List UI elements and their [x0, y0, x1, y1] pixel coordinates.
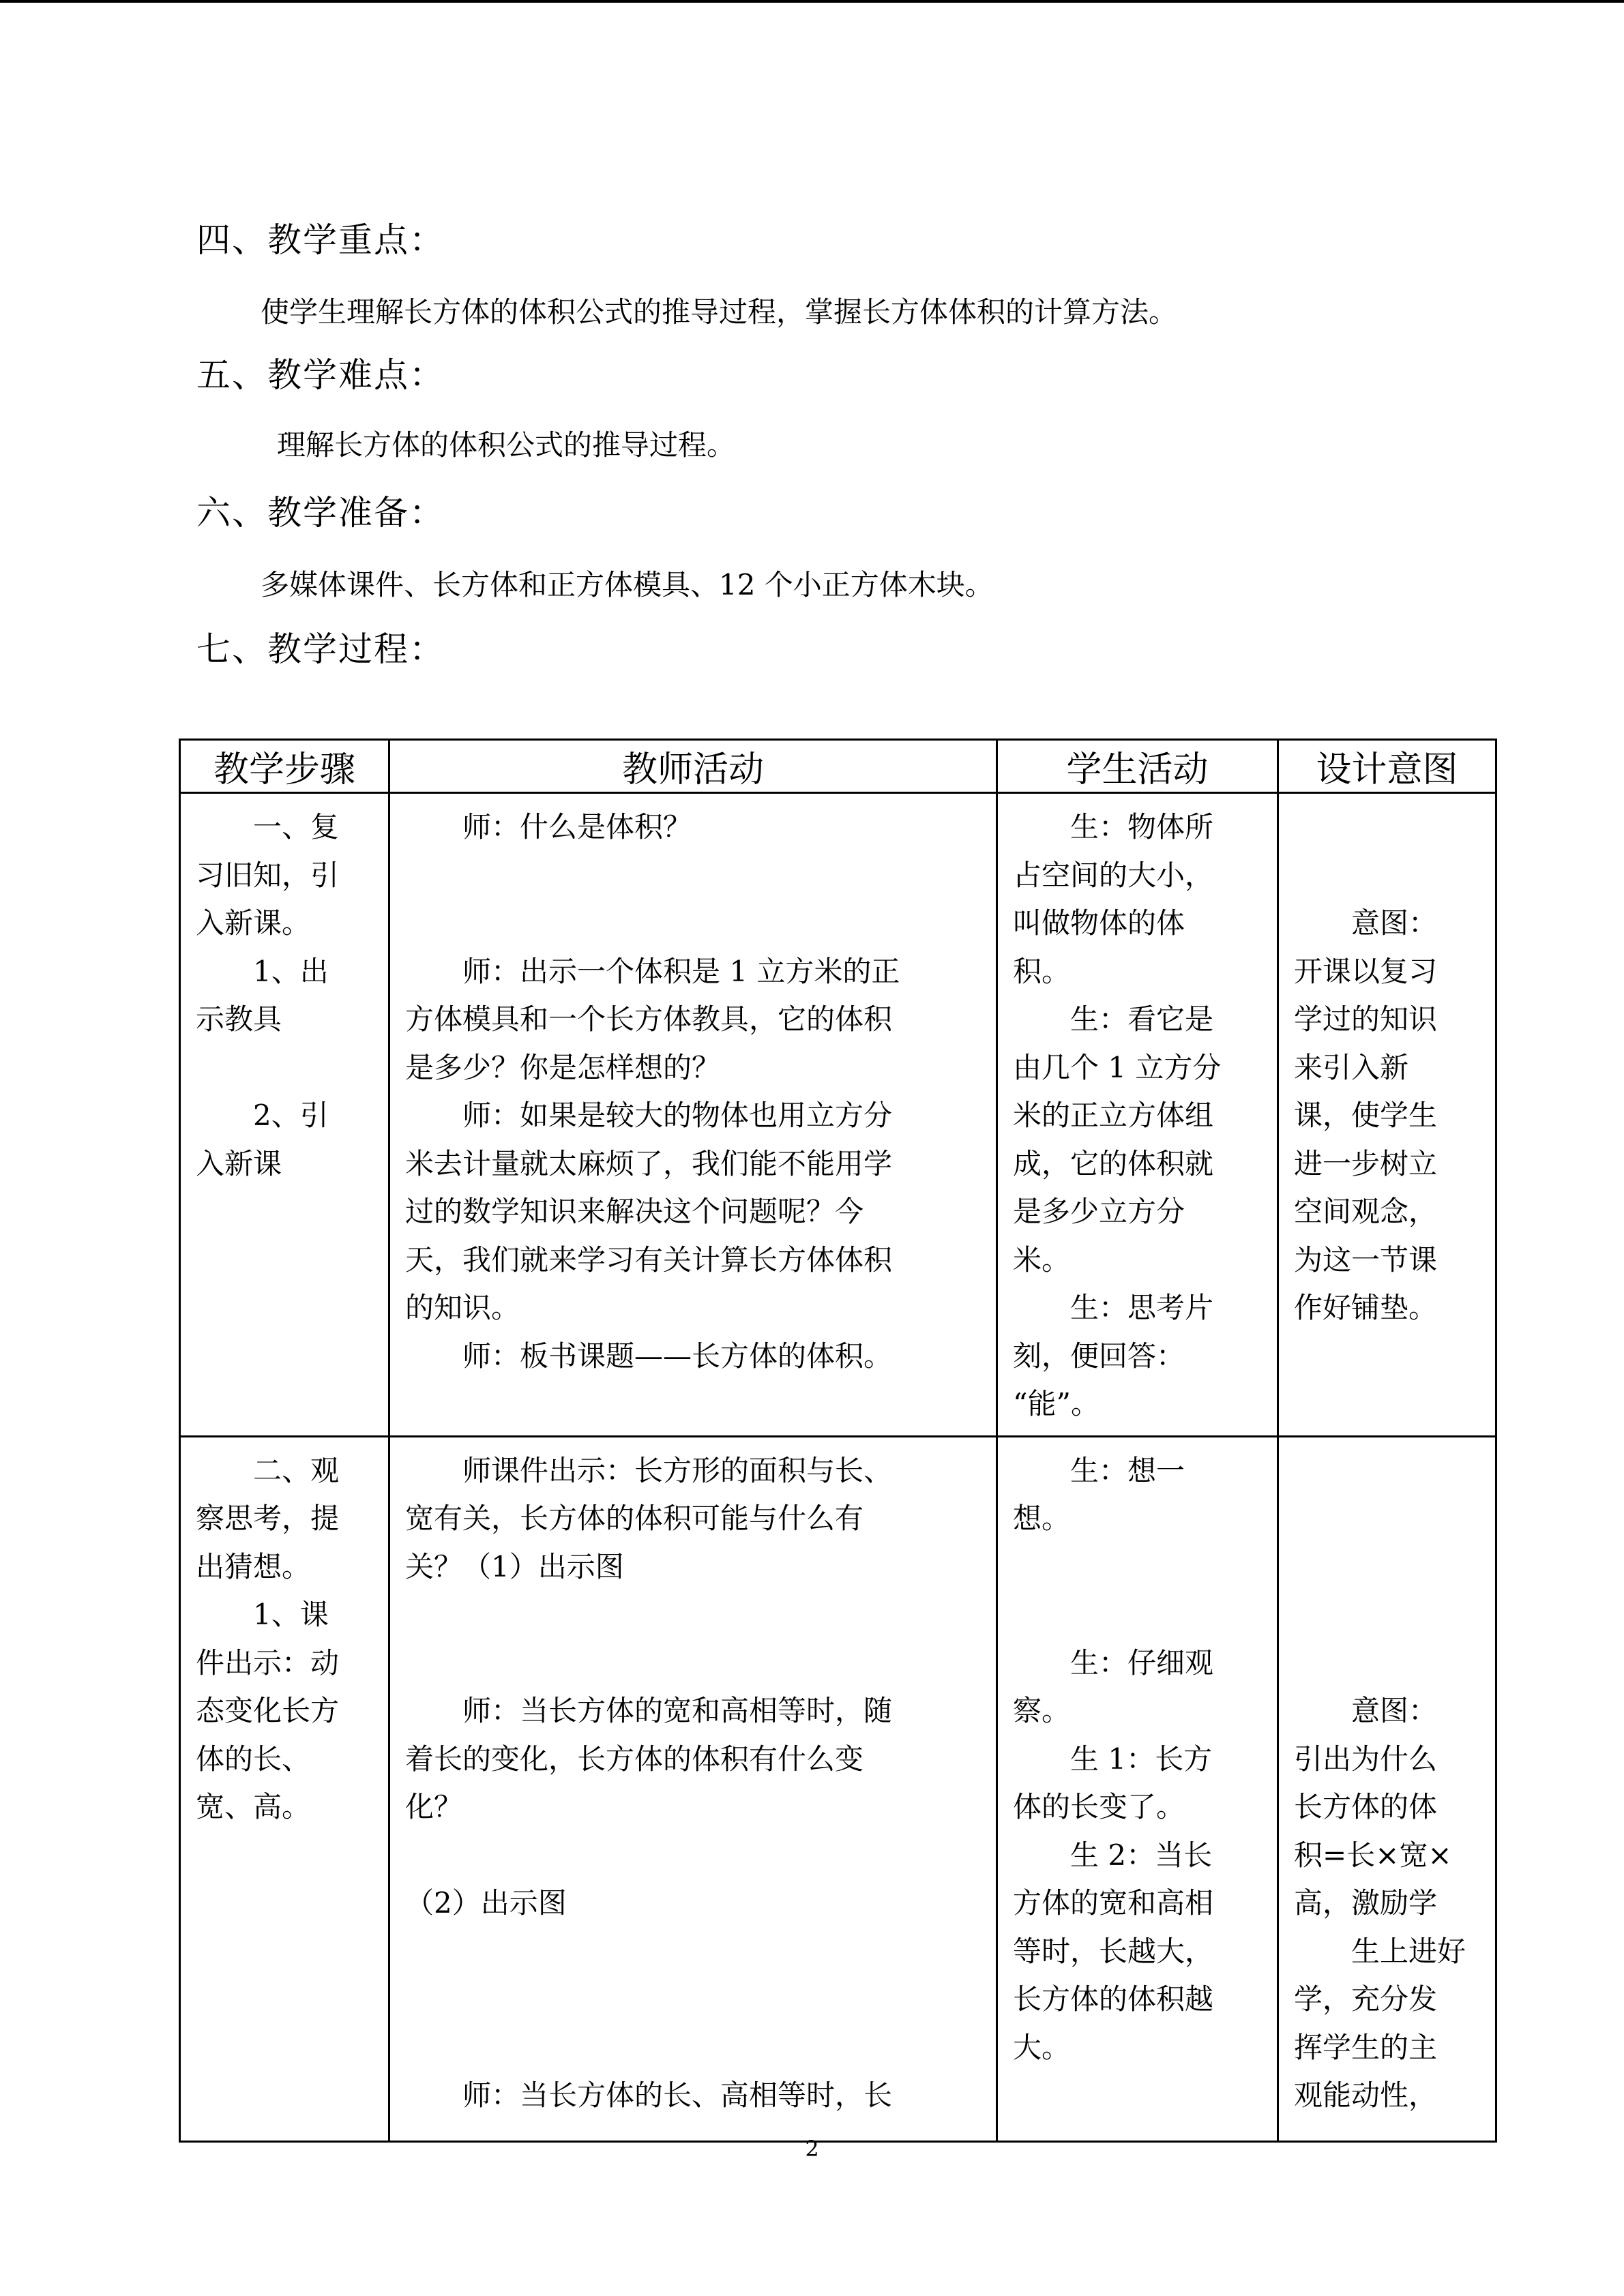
cell-line: [405, 1976, 981, 2024]
cell-line: 成，它的体积就: [1013, 1146, 1214, 1180]
cell-line: [405, 2024, 981, 2072]
cell-line: 是多少？你是怎样想的？: [405, 1050, 721, 1084]
header-student: 学生活动: [997, 740, 1278, 793]
section-7-heading: 七、教学过程：: [196, 629, 445, 669]
cell-line: 示教具: [196, 1002, 282, 1036]
cell-line: 积=长×宽×: [1294, 1838, 1452, 1872]
cell-line: 关？（1）出示图: [405, 1549, 624, 1583]
cell-line: 师：当长方体的长、高相等时，长: [462, 2078, 893, 2112]
cell-line: 师课件出示：长方形的面积与长、: [462, 1453, 893, 1487]
header-teacher: 教师活动: [389, 740, 997, 793]
cell-line: 生：物体所: [1070, 810, 1214, 844]
cell-line: 2、引: [253, 1099, 329, 1132]
section-5-text: 理解长方体的体积公式的推导过程。: [277, 428, 736, 462]
cell-line: [1294, 1543, 1480, 1592]
cell-line: 米的正立方体组: [1013, 1099, 1214, 1132]
cell-line: [196, 1044, 373, 1092]
table-row: [180, 1436, 1496, 2141]
cell-line: 1、出: [253, 954, 329, 988]
cell-line: （2）出示图: [405, 1886, 567, 1920]
page-number: 2: [805, 2136, 819, 2162]
cell-line: 体的长、: [196, 1742, 311, 1776]
cell-line: 想。: [1013, 1502, 1071, 1535]
cell-line: 一、复: [253, 810, 340, 844]
section-5-heading: 五、教学难点：: [196, 355, 445, 395]
cell-line: 宽、高。: [196, 1790, 311, 1823]
cell-line: 进一步树立: [1294, 1146, 1438, 1180]
row1-steps-cell: [180, 793, 389, 1437]
cell-line: 观能动性，: [1294, 2078, 1438, 2112]
cell-line: 长方体的体积越: [1013, 1982, 1214, 2016]
cell-line: 大。: [1013, 2030, 1071, 2064]
cell-line: 生 1：长方: [1070, 1742, 1213, 1776]
row2-intent-cell: [1278, 1436, 1496, 2141]
cell-line: [405, 1832, 981, 1880]
cell-line: 生：仔细观: [1070, 1645, 1214, 1680]
row1-student-cell: [997, 793, 1278, 1437]
cell-line: 生上进好: [1351, 1934, 1466, 1968]
cell-line: 入新课。: [196, 906, 311, 940]
cell-line: 习旧知，引: [196, 858, 340, 892]
cell-line: [405, 1639, 981, 1688]
cell-line: 来引入新: [1294, 1050, 1409, 1084]
cell-line: 的知识。: [405, 1291, 520, 1324]
cell-line: 出猜想。: [196, 1549, 311, 1583]
cell-line: [1294, 1591, 1480, 1639]
cell-line: 占空间的大小，: [1013, 858, 1214, 892]
cell-line: 由几个 1 立方分: [1013, 1050, 1222, 1084]
cell-line: 高，激励学: [1294, 1886, 1438, 1920]
cell-line: [1294, 1639, 1480, 1688]
cell-line: 生：想一: [1070, 1453, 1185, 1487]
cell-line: 等时，长越大，: [1013, 1934, 1214, 1968]
cell-line: 叫做物体的体: [1013, 906, 1185, 940]
cell-line: 件出示：动: [196, 1645, 340, 1680]
cell-line: 过的数学知识来解决这个问题呢？今: [405, 1195, 864, 1228]
cell-line: 生：思考片: [1070, 1291, 1214, 1324]
cell-line: 长方体的体: [1294, 1790, 1438, 1823]
cell-line: 方体的宽和高相: [1013, 1886, 1214, 1920]
table-header-row: [180, 740, 1496, 793]
row2-steps-cell: [180, 1436, 389, 2141]
cell-line: 师：出示一个体积是 1 立方米的正: [462, 954, 900, 988]
cell-line: 体的长变了。: [1013, 1790, 1185, 1823]
cell-line: [405, 852, 981, 900]
teaching-process-table: [179, 739, 1497, 2143]
cell-line: [405, 1928, 981, 1976]
cell-line: [1294, 1447, 1480, 1495]
cell-line: 是多少立方分: [1013, 1195, 1185, 1228]
cell-line: 空间观念，: [1294, 1195, 1438, 1228]
cell-line: [1294, 1495, 1480, 1543]
cell-line: 态变化长方: [196, 1694, 340, 1727]
cell-line: 师：板书课题——长方体的体积。: [462, 1339, 893, 1373]
cell-line: 生 2：当长: [1070, 1838, 1213, 1872]
cell-line: 察。: [1013, 1694, 1071, 1727]
cell-line: [405, 1591, 981, 1639]
cell-line: 师：什么是体积？: [462, 810, 692, 844]
row1-teacher-cell: [389, 793, 997, 1437]
cell-line: 学过的知识: [1294, 1002, 1438, 1036]
cell-line: 入新课: [196, 1146, 282, 1180]
cell-line: 生：看它是: [1070, 1002, 1214, 1036]
cell-line: [405, 899, 981, 948]
table-row: [180, 793, 1496, 1437]
cell-line: 化？: [405, 1790, 463, 1823]
header-steps: 教学步骤: [180, 740, 389, 793]
cell-line: 天，我们就来学习有关计算长方体体积: [405, 1242, 893, 1277]
section-4-text: 使学生理解长方体的体积公式的推导过程，掌握长方体体积的计算方法。: [261, 295, 1178, 329]
cell-line: 作好铺垫。: [1294, 1291, 1438, 1324]
cell-line: [1294, 803, 1480, 852]
cell-line: 察思考，提: [196, 1502, 340, 1535]
header-intent: 设计意图: [1278, 740, 1496, 793]
cell-line: 师：如果是较大的物体也用立方分: [462, 1099, 893, 1132]
section-6-heading: 六、教学准备：: [196, 493, 445, 533]
section-6-text: 多媒体课件、长方体和正方体模具、12 个小正方体木块。: [261, 568, 994, 601]
row1-intent-cell: [1278, 793, 1496, 1437]
cell-line: [1013, 1543, 1262, 1592]
cell-line: 意图：: [1351, 906, 1438, 940]
cell-line: 1、课: [253, 1598, 329, 1631]
cell-line: 宽有关，长方体的体积可能与什么有: [405, 1502, 864, 1535]
cell-line: 米去计量就太麻烦了，我们能不能用学: [405, 1146, 893, 1180]
page-top-edge: [0, 0, 1624, 3]
cell-line: 学，充分发: [1294, 1982, 1438, 2016]
cell-line: 二、观: [253, 1453, 340, 1487]
cell-line: [1294, 852, 1480, 900]
cell-line: 方体模具和一个长方体教具，它的体积: [405, 1002, 893, 1036]
cell-line: 开课以复习: [1294, 954, 1438, 988]
cell-line: 刻，便回答：: [1013, 1339, 1185, 1373]
cell-line: 米。: [1013, 1242, 1071, 1277]
cell-line: 引出为什么: [1294, 1742, 1438, 1776]
cell-line: 课，使学生: [1294, 1099, 1438, 1132]
cell-line: 积。: [1013, 954, 1071, 988]
section-4-heading: 四、教学重点：: [196, 220, 445, 260]
cell-line: 挥学生的主: [1294, 2030, 1438, 2064]
cell-line: “能”。: [1013, 1387, 1099, 1420]
cell-line: 着长的变化，长方体的体积有什么变: [405, 1742, 864, 1776]
row2-student-cell: [997, 1436, 1278, 2141]
cell-line: 意图：: [1351, 1694, 1438, 1727]
cell-line: [1013, 1591, 1262, 1639]
row2-teacher-cell: [389, 1436, 997, 2141]
cell-line: 为这一节课: [1294, 1242, 1438, 1277]
cell-line: 师：当长方体的宽和高相等时，随: [462, 1694, 893, 1727]
